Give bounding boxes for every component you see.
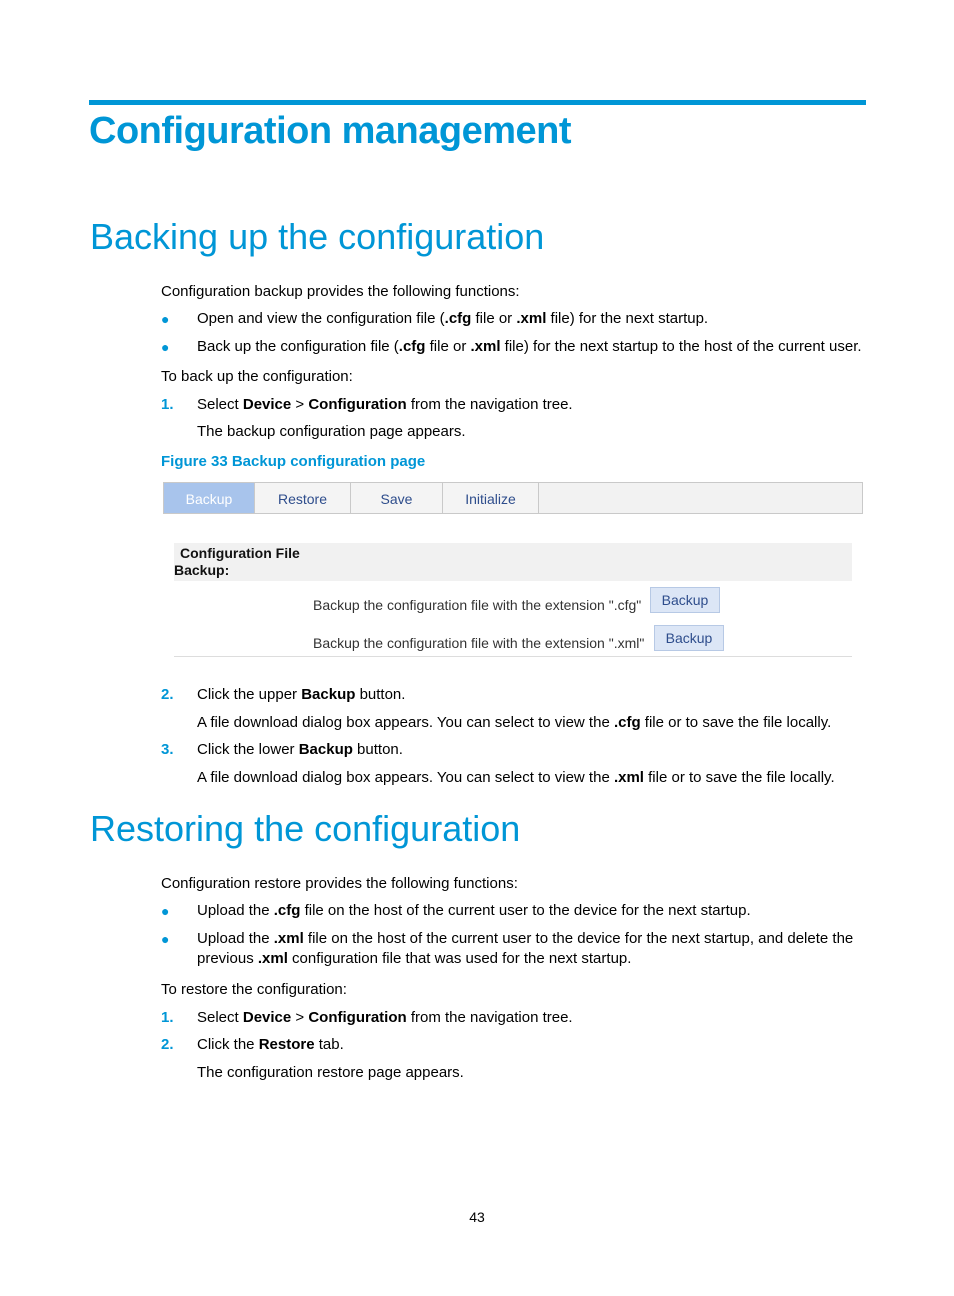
bullet-dot-icon: ● bbox=[161, 931, 170, 947]
chapter-title: Configuration management bbox=[89, 110, 572, 152]
restore-bullet: ● Upload the .cfg file on the host of the current user to the device for the next startup. bbox=[161, 902, 751, 919]
restore-step-1: 1. Select Device > Configuration from the navigation tree. bbox=[161, 1009, 573, 1026]
backup-cfg-label: Backup the configuration file with the extension ".cfg" bbox=[313, 597, 642, 613]
tab-backup[interactable]: Backup bbox=[164, 483, 255, 513]
bullet-dot-icon: ● bbox=[161, 903, 170, 919]
figure-caption: Figure 33 Backup configuration page bbox=[161, 453, 426, 470]
backup-step-3: 3. Click the lower Backup button. bbox=[161, 741, 403, 758]
backup-todo: To back up the configuration: bbox=[161, 368, 353, 385]
backup-step-1: 1. Select Device > Configuration from the navigation tree. bbox=[161, 396, 573, 413]
restore-intro: Configuration restore provides the following functions: bbox=[161, 875, 518, 892]
restore-step-2-result: The configuration restore page appears. bbox=[197, 1064, 464, 1081]
backup-step-1-result: The backup configuration page appears. bbox=[197, 423, 466, 440]
backup-intro: Configuration backup provides the following functions: bbox=[161, 283, 520, 300]
config-file-backup-header: Configuration File Backup: bbox=[174, 543, 852, 581]
config-tab-bar bbox=[163, 482, 863, 514]
tab-initialize[interactable]: Initialize bbox=[443, 483, 539, 513]
backup-xml-button[interactable]: Backup bbox=[654, 625, 724, 651]
bullet-dot-icon: ● bbox=[161, 339, 170, 355]
section-title-backup: Backing up the configuration bbox=[90, 216, 545, 257]
backup-bullet: ● Back up the configuration file (.cfg file or .xml file) for the next startup to the host of the current user. bbox=[161, 338, 862, 355]
backup-cfg-button[interactable]: Backup bbox=[650, 587, 720, 613]
page-number: 43 bbox=[469, 1209, 485, 1225]
section-title-restore: Restoring the configuration bbox=[90, 808, 521, 849]
tab-restore[interactable]: Restore bbox=[255, 483, 351, 513]
restore-bullet: ● Upload the .xml file on the host of the current user to the device for the next startup, and delete the previous .xml configuration file that was used for the next startup. bbox=[161, 930, 854, 967]
backup-xml-label: Backup the configuration file with the extension ".xml" bbox=[313, 635, 645, 651]
restore-todo: To restore the configuration: bbox=[161, 981, 347, 998]
chapter-rule bbox=[89, 100, 866, 105]
bullet-dot-icon: ● bbox=[161, 311, 170, 327]
backup-step-2-result: A file download dialog box appears. You can select to view the .cfg file or to save the file locally. bbox=[197, 714, 832, 731]
restore-step-2: 2. Click the Restore tab. bbox=[161, 1036, 344, 1053]
tab-save[interactable]: Save bbox=[351, 483, 443, 513]
figure-divider bbox=[174, 656, 852, 657]
backup-step-3-result: A file download dialog box appears. You can select to view the .xml file or to save the file locally. bbox=[197, 769, 835, 786]
backup-step-2: 2. Click the upper Backup button. bbox=[161, 686, 406, 703]
backup-bullet: ● Open and view the configuration file (.cfg file or .xml file) for the next startup. bbox=[161, 310, 709, 327]
